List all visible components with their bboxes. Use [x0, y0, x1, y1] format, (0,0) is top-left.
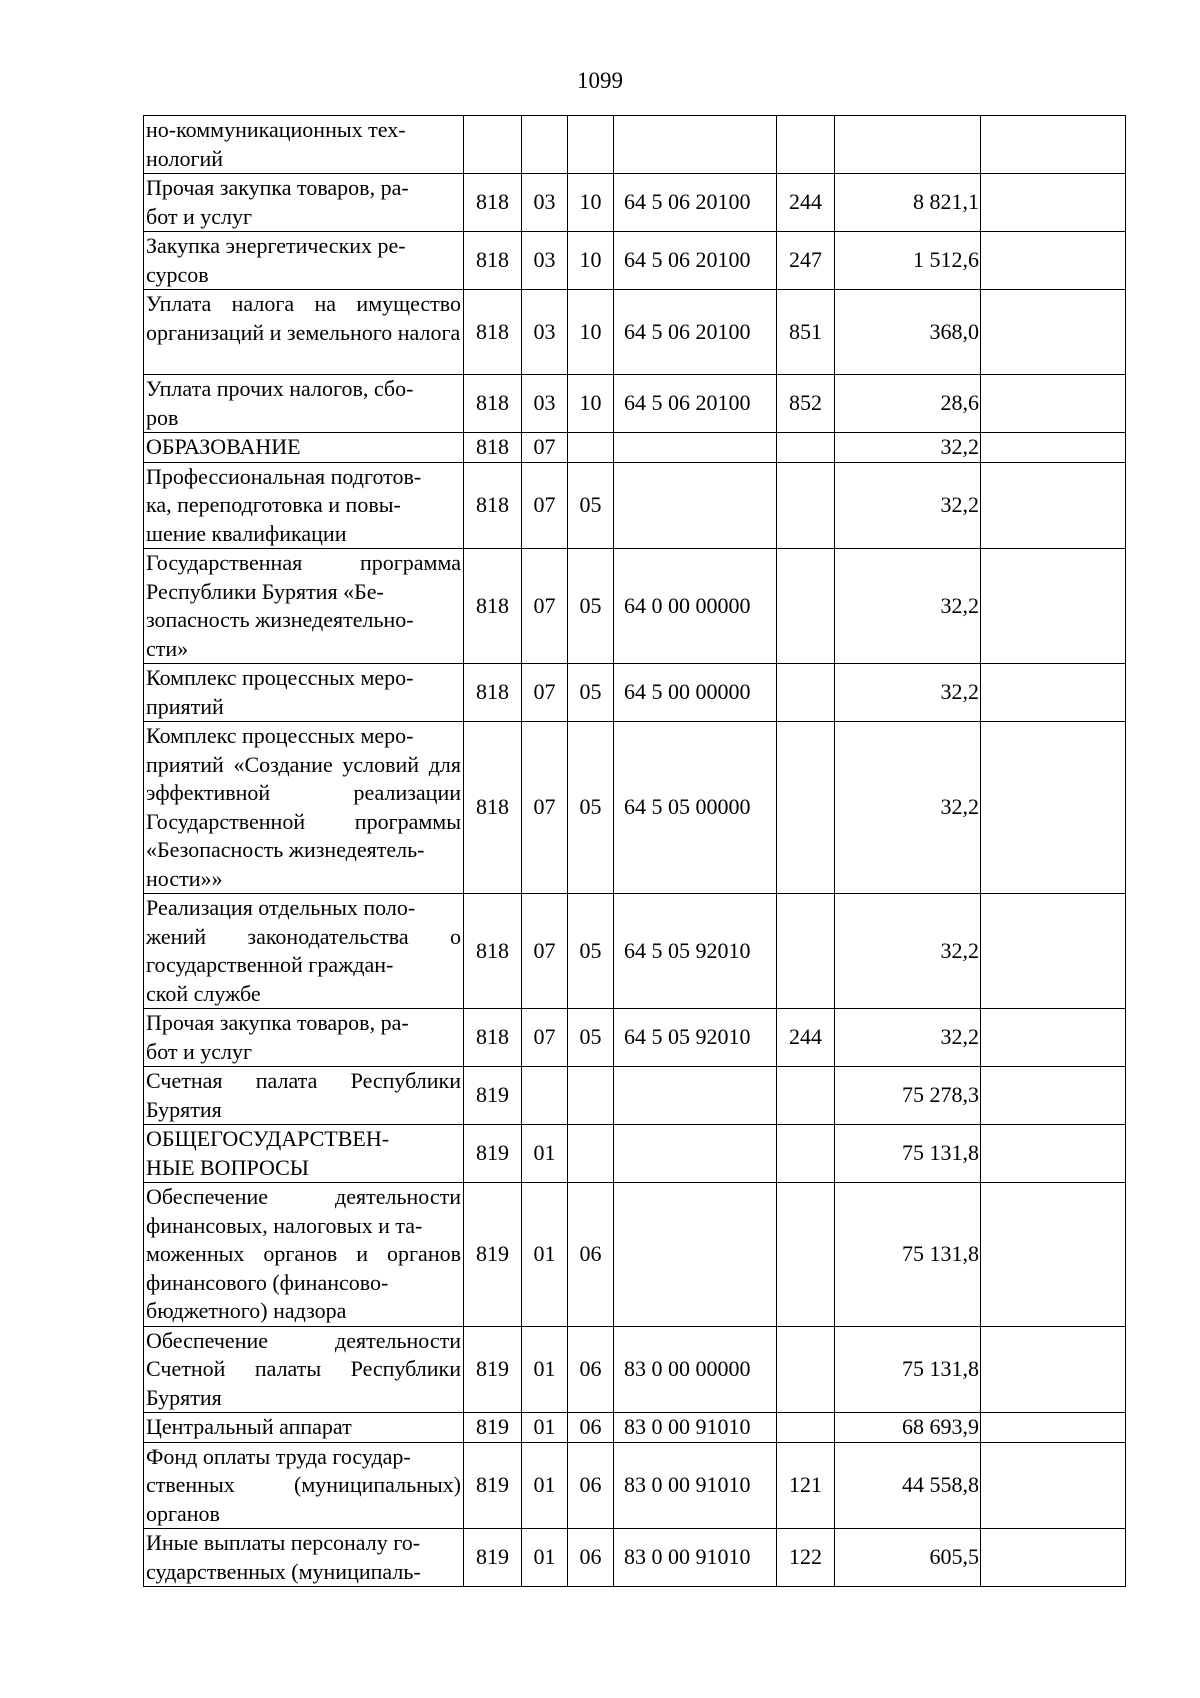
cell-subsection: 06	[568, 1529, 614, 1587]
cell-section: 07	[522, 1009, 568, 1067]
cell-grbs: 818	[464, 664, 522, 722]
cell-extra	[981, 1183, 1126, 1327]
cell-subsection: 05	[568, 462, 614, 549]
cell-section: 03	[522, 375, 568, 433]
cell-target-article: 64 5 05 92010	[614, 1009, 777, 1067]
cell-section: 07	[522, 894, 568, 1009]
table-row	[144, 174, 1126, 232]
cell-extra	[981, 722, 1126, 894]
cell-subsection: 06	[568, 1183, 614, 1327]
budget-table	[143, 115, 1126, 1587]
cell-extra	[981, 1009, 1126, 1067]
cell-expense-type: 244	[777, 174, 835, 232]
cell-expense-type	[777, 1413, 835, 1443]
cell-section: 03	[522, 290, 568, 375]
cell-extra	[981, 1125, 1126, 1183]
cell-target-article: 64 5 05 00000	[614, 722, 777, 894]
cell-target-article: 64 5 05 92010	[614, 894, 777, 1009]
cell-grbs: 819	[464, 1529, 522, 1587]
cell-amount: 32,2	[835, 722, 981, 894]
cell-name: Обеспечение деятельности Счетной палаты Республики Бурятия	[144, 1326, 464, 1413]
cell-name: Уплата прочих налогов, сбо- ров	[144, 375, 464, 433]
cell-expense-type	[777, 1183, 835, 1327]
cell-amount: 32,2	[835, 462, 981, 549]
cell-target-article	[614, 1125, 777, 1183]
cell-expense-type	[777, 722, 835, 894]
cell-subsection: 05	[568, 722, 614, 894]
cell-section	[522, 1067, 568, 1125]
cell-extra	[981, 116, 1126, 174]
cell-target-article	[614, 1183, 777, 1327]
cell-section: 03	[522, 174, 568, 232]
cell-expense-type: 121	[777, 1442, 835, 1529]
cell-subsection	[568, 433, 614, 463]
cell-subsection: 10	[568, 290, 614, 375]
cell-section: 01	[522, 1529, 568, 1587]
cell-amount: 605,5	[835, 1529, 981, 1587]
cell-grbs: 819	[464, 1326, 522, 1413]
table-row	[144, 722, 1126, 894]
cell-subsection: 05	[568, 664, 614, 722]
cell-expense-type	[777, 1067, 835, 1125]
page-number: 1099	[577, 68, 623, 93]
cell-target-article: 83 0 00 91010	[614, 1442, 777, 1529]
cell-amount	[835, 116, 981, 174]
cell-subsection: 06	[568, 1326, 614, 1413]
cell-amount: 75 131,8	[835, 1326, 981, 1413]
cell-name: Государственная программа Республики Бурятия «Бе- зопасность жизнедеятельно- сти»	[144, 549, 464, 664]
cell-amount: 8 821,1	[835, 174, 981, 232]
cell-grbs: 818	[464, 232, 522, 290]
cell-extra	[981, 433, 1126, 463]
cell-extra	[981, 1326, 1126, 1413]
cell-section: 07	[522, 462, 568, 549]
cell-grbs: 818	[464, 722, 522, 894]
cell-subsection	[568, 1125, 614, 1183]
cell-extra	[981, 174, 1126, 232]
cell-amount: 1 512,6	[835, 232, 981, 290]
cell-name: Обеспечение деятельности финансовых, налоговых и та- моженных органов и органов финансового (финансово- бюджетного) надзора	[144, 1183, 464, 1327]
table-row	[144, 1067, 1126, 1125]
cell-expense-type	[777, 116, 835, 174]
cell-name: Фонд оплаты труда государ- ственных (муниципальных) органов	[144, 1442, 464, 1529]
cell-name: Комплекс процессных меро- приятий	[144, 664, 464, 722]
cell-grbs: 818	[464, 290, 522, 375]
cell-section	[522, 116, 568, 174]
cell-expense-type: 244	[777, 1009, 835, 1067]
table-row	[144, 1442, 1126, 1529]
cell-subsection: 05	[568, 549, 614, 664]
cell-subsection: 10	[568, 375, 614, 433]
cell-grbs	[464, 116, 522, 174]
cell-extra	[981, 549, 1126, 664]
cell-target-article: 64 5 06 20100	[614, 375, 777, 433]
cell-name: Прочая закупка товаров, ра- бот и услуг	[144, 174, 464, 232]
cell-extra	[981, 462, 1126, 549]
cell-expense-type	[777, 664, 835, 722]
cell-extra	[981, 1067, 1126, 1125]
cell-section: 07	[522, 549, 568, 664]
cell-name: Счетная палата Республики Бурятия	[144, 1067, 464, 1125]
cell-section: 07	[522, 664, 568, 722]
cell-name: Прочая закупка товаров, ра- бот и услуг	[144, 1009, 464, 1067]
cell-expense-type	[777, 894, 835, 1009]
cell-name: Иные выплаты персоналу го- сударственных (муниципаль-	[144, 1529, 464, 1587]
cell-section: 01	[522, 1125, 568, 1183]
cell-expense-type: 247	[777, 232, 835, 290]
cell-extra	[981, 290, 1126, 375]
cell-amount: 32,2	[835, 433, 981, 463]
cell-target-article	[614, 116, 777, 174]
table-row	[144, 232, 1126, 290]
cell-section: 01	[522, 1413, 568, 1443]
cell-subsection	[568, 1067, 614, 1125]
cell-grbs: 819	[464, 1413, 522, 1443]
cell-grbs: 819	[464, 1125, 522, 1183]
cell-section: 03	[522, 232, 568, 290]
table-row	[144, 664, 1126, 722]
cell-grbs: 819	[464, 1183, 522, 1327]
cell-name: Центральный аппарат	[144, 1413, 464, 1443]
table-row	[144, 1009, 1126, 1067]
table-row	[144, 1125, 1126, 1183]
cell-target-article: 64 0 00 00000	[614, 549, 777, 664]
table-row	[144, 549, 1126, 664]
cell-amount: 75 278,3	[835, 1067, 981, 1125]
cell-name: Уплата налога на имущество организаций и земельного налога	[144, 290, 464, 375]
cell-expense-type: 122	[777, 1529, 835, 1587]
cell-subsection: 10	[568, 174, 614, 232]
table-row	[144, 894, 1126, 1009]
table-row	[144, 116, 1126, 174]
cell-amount: 28,6	[835, 375, 981, 433]
cell-subsection: 10	[568, 232, 614, 290]
cell-grbs: 819	[464, 1442, 522, 1529]
cell-extra	[981, 1529, 1126, 1587]
cell-section: 07	[522, 433, 568, 463]
cell-name: Реализация отдельных поло- жений законодательства о государственной граждан- ской службе	[144, 894, 464, 1009]
cell-name: но-коммуникационных тех- нологий	[144, 116, 464, 174]
cell-name: ОБЩЕГОСУДАРСТВЕН- НЫЕ ВОПРОСЫ	[144, 1125, 464, 1183]
cell-name: Комплекс процессных меро- приятий «Создание условий для эффективной реализации Государственной программы «Безопасность жизнедеятель- ности»»	[144, 722, 464, 894]
cell-amount: 32,2	[835, 894, 981, 1009]
table-row	[144, 462, 1126, 549]
cell-extra	[981, 1442, 1126, 1529]
cell-amount: 44 558,8	[835, 1442, 981, 1529]
cell-grbs: 818	[464, 433, 522, 463]
cell-amount: 32,2	[835, 549, 981, 664]
cell-extra	[981, 894, 1126, 1009]
cell-target-article	[614, 1067, 777, 1125]
cell-name: Закупка энергетических ре- сурсов	[144, 232, 464, 290]
table-row	[144, 1326, 1126, 1413]
cell-amount: 32,2	[835, 1009, 981, 1067]
cell-subsection	[568, 116, 614, 174]
cell-section: 07	[522, 722, 568, 894]
cell-subsection: 05	[568, 894, 614, 1009]
cell-grbs: 818	[464, 1009, 522, 1067]
cell-grbs: 818	[464, 894, 522, 1009]
cell-extra	[981, 664, 1126, 722]
cell-expense-type: 852	[777, 375, 835, 433]
table-body	[144, 116, 1126, 1587]
cell-grbs: 818	[464, 375, 522, 433]
cell-target-article: 64 5 00 00000	[614, 664, 777, 722]
cell-grbs: 818	[464, 462, 522, 549]
cell-section: 01	[522, 1442, 568, 1529]
cell-extra	[981, 1413, 1126, 1443]
cell-subsection: 06	[568, 1413, 614, 1443]
cell-expense-type	[777, 462, 835, 549]
cell-target-article: 64 5 06 20100	[614, 174, 777, 232]
cell-section: 01	[522, 1183, 568, 1327]
cell-amount: 75 131,8	[835, 1125, 981, 1183]
cell-name: Профессиональная подготов- ка, переподготовка и повы- шение квалификации	[144, 462, 464, 549]
cell-target-article	[614, 433, 777, 463]
cell-grbs: 819	[464, 1067, 522, 1125]
cell-target-article: 83 0 00 00000	[614, 1326, 777, 1413]
cell-grbs: 818	[464, 549, 522, 664]
cell-name: ОБРАЗОВАНИЕ	[144, 433, 464, 463]
table-row	[144, 1529, 1126, 1587]
cell-expense-type	[777, 1125, 835, 1183]
cell-grbs: 818	[464, 174, 522, 232]
cell-amount: 68 693,9	[835, 1413, 981, 1443]
cell-target-article	[614, 462, 777, 549]
cell-target-article: 64 5 06 20100	[614, 232, 777, 290]
cell-subsection: 05	[568, 1009, 614, 1067]
cell-extra	[981, 232, 1126, 290]
cell-expense-type	[777, 1326, 835, 1413]
cell-extra	[981, 375, 1126, 433]
cell-amount: 75 131,8	[835, 1183, 981, 1327]
cell-target-article: 64 5 06 20100	[614, 290, 777, 375]
cell-subsection: 06	[568, 1442, 614, 1529]
table-row	[144, 433, 1126, 463]
table-row	[144, 375, 1126, 433]
cell-expense-type	[777, 433, 835, 463]
cell-target-article: 83 0 00 91010	[614, 1413, 777, 1443]
cell-target-article: 83 0 00 91010	[614, 1529, 777, 1587]
cell-expense-type: 851	[777, 290, 835, 375]
cell-amount: 32,2	[835, 664, 981, 722]
cell-amount: 368,0	[835, 290, 981, 375]
cell-section: 01	[522, 1326, 568, 1413]
table-row	[144, 290, 1126, 375]
table-row	[144, 1413, 1126, 1443]
cell-expense-type	[777, 549, 835, 664]
table-row	[144, 1183, 1126, 1327]
